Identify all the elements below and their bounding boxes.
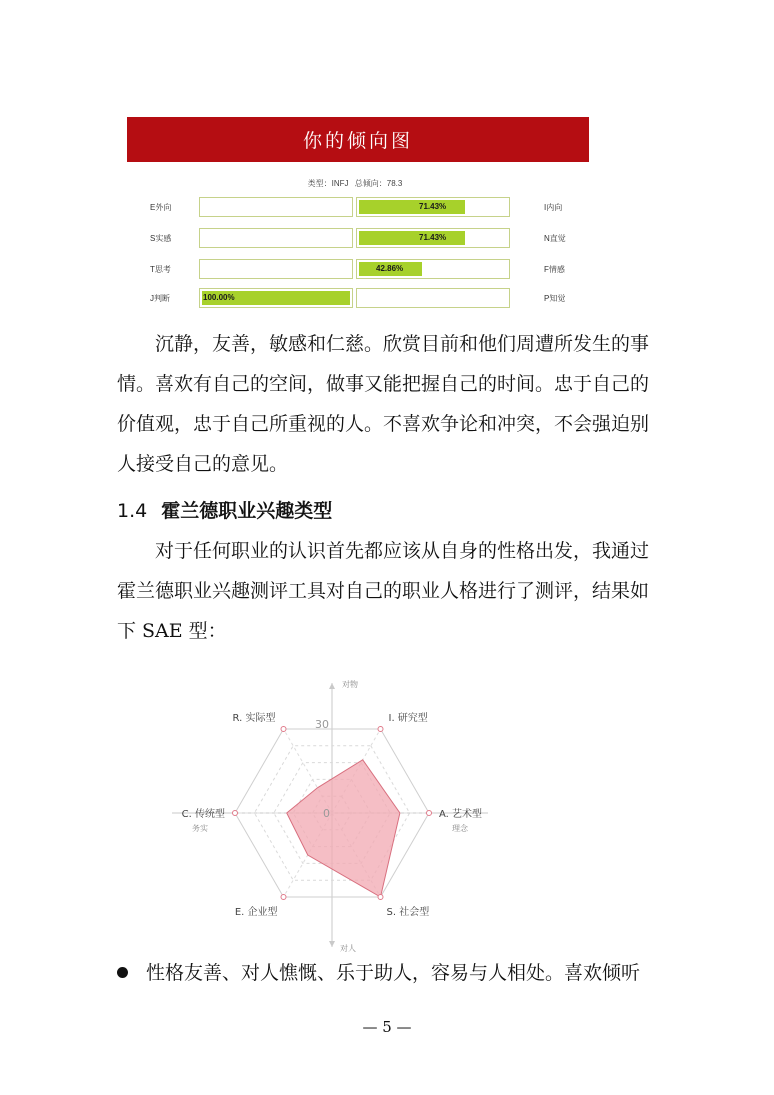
mbti-left-bar [199, 288, 353, 308]
mbti-right-label: N直觉 [544, 234, 566, 243]
mbti-percent: 71.43% [419, 233, 447, 242]
mbti-left-bar [199, 228, 353, 248]
mbti-left-label: S实感 [150, 234, 172, 243]
radar-vertex-marker [378, 726, 383, 731]
radar-vertex-marker [233, 811, 238, 816]
holland-radar-chart [170, 675, 500, 955]
radar-data-area [287, 760, 400, 897]
page-number: — 5 — [362, 1018, 412, 1036]
radar-direction-label-bottom: 对人 [340, 944, 356, 953]
mbti-percent: 100.00% [203, 293, 235, 302]
section-title: 霍兰德职业兴趣类型 [161, 500, 333, 522]
paragraph-holland [117, 531, 657, 651]
paragraph-line: 沉静，友善，敏感和仁慈。欣赏目前和他们周遭所发生的事 [117, 333, 650, 355]
radar-category-label: R. 实际型 [232, 712, 276, 724]
mbti-right-bar [356, 288, 510, 308]
mbti-percent: 42.86% [376, 264, 404, 273]
mbti-percent: 71.43% [419, 202, 447, 211]
mbti-right-label: F情感 [544, 265, 565, 274]
mbti-left-label: T思考 [150, 265, 171, 274]
mbti-row [0, 197, 774, 219]
paragraph-line: 价值观，忠于自己所重视的人。不喜欢争论和冲突，不会强迫别 [117, 413, 650, 435]
radar-category-label: S. 社会型 [386, 907, 430, 919]
mbti-left-label: J判断 [150, 294, 170, 303]
section-number: 1.4 [117, 500, 148, 522]
radar-min-label: 0 [323, 807, 330, 820]
mbti-bar-fill [359, 231, 465, 245]
radar-direction-label-top: 对物 [342, 680, 358, 689]
bullet-item [117, 958, 640, 985]
mbti-banner [127, 117, 589, 162]
arrow-up-icon [329, 683, 335, 689]
mbti-summary [200, 178, 510, 189]
radar-category-label: I. 研究型 [388, 712, 428, 724]
paragraph-line: 霍兰德职业兴趣测评工具对自己的职业人格进行了测评，结果如 [117, 580, 650, 602]
paragraph-personality [117, 324, 657, 484]
radar-vertex-marker [427, 811, 432, 816]
bullet-text: 性格友善、对人憔慨、乐于助人，容易与人相处。喜欢倾听 [146, 962, 641, 984]
mbti-left-label: E外向 [150, 203, 172, 212]
radar-direction-label-right: 理念 [452, 824, 468, 833]
mbti-banner-title: 你的倾向图 [302, 130, 413, 152]
paragraph-line: 情。喜欢有自己的空间，做事又能把握自己的时间。忠于自己的 [117, 373, 650, 395]
mbti-right-label: P知觉 [544, 294, 566, 303]
paragraph-line: 对于任何职业的认识首先都应该从自身的性格出发，我通过 [117, 540, 650, 562]
section-heading [117, 496, 332, 523]
mbti-right-label: I内向 [544, 203, 563, 212]
radar-vertex-marker [378, 895, 383, 900]
mbti-right-bar [356, 197, 510, 217]
radar-category-label: C. 传统型 [181, 809, 225, 820]
mbti-bar-fill [359, 200, 465, 214]
radar-category-label: E. 企业型 [234, 907, 278, 919]
mbti-right-bar [356, 259, 510, 279]
mbti-row [0, 259, 774, 281]
radar-vertex-marker [281, 726, 286, 731]
mbti-row [0, 288, 774, 310]
arrow-down-icon [329, 941, 335, 947]
radar-category-label: A. 艺术型 [439, 809, 483, 820]
mbti-row [0, 228, 774, 250]
mbti-right-bar [356, 228, 510, 248]
bullet-dot-icon [117, 967, 128, 978]
mbti-total-label: 总倾向：78.3 [354, 179, 403, 188]
paragraph-line: 人接受自己的意见。 [117, 453, 289, 475]
radar-max-label: 30 [315, 718, 329, 731]
mbti-type-label: 类型：INFJ [307, 179, 349, 188]
paragraph-line: 下 SAE 型： [117, 620, 227, 642]
mbti-left-bar [199, 197, 353, 217]
mbti-left-bar [199, 259, 353, 279]
radar-direction-label-left: 务实 [192, 824, 208, 833]
radar-vertex-marker [281, 895, 286, 900]
